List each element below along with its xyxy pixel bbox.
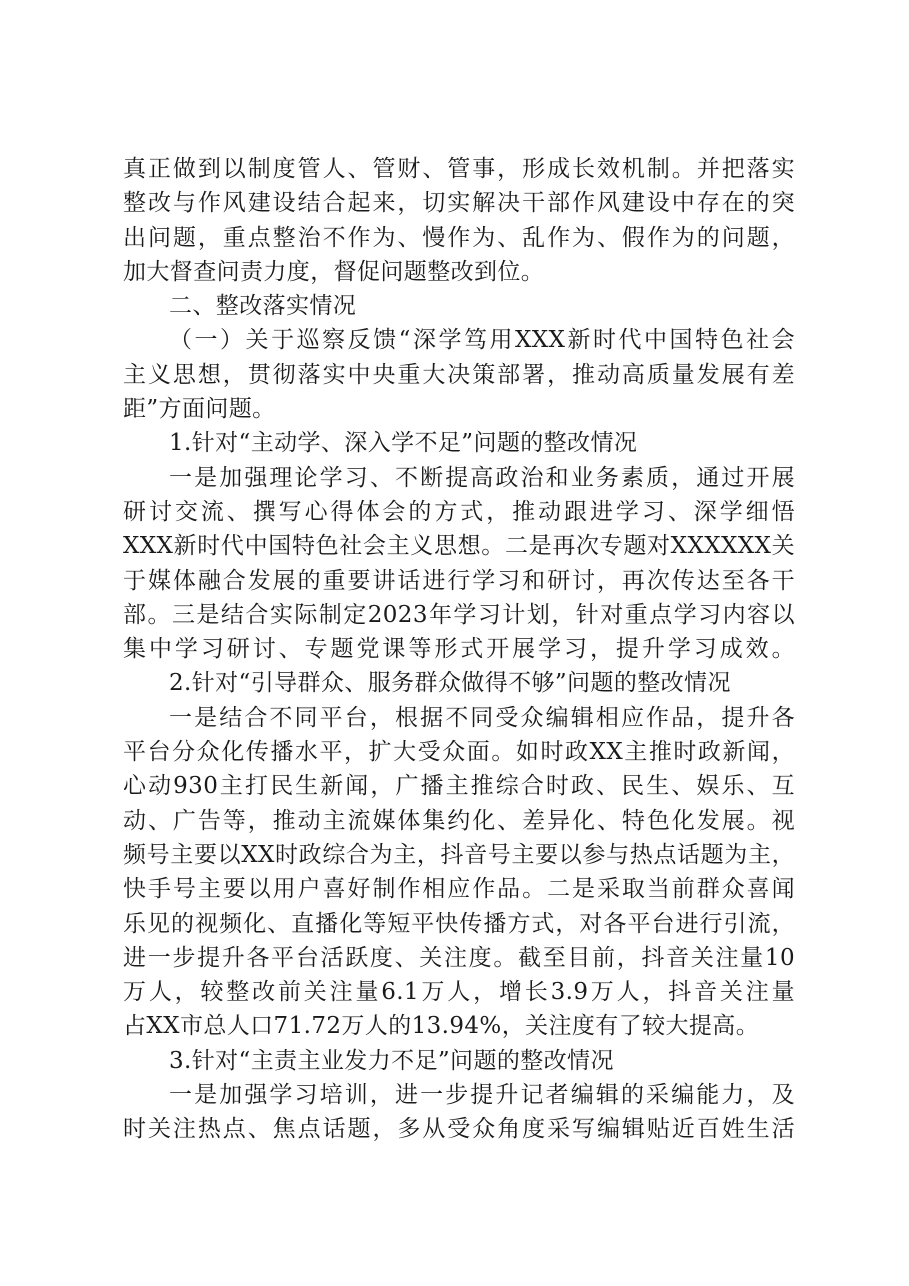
text-line: 整改与作风建设结合起来，切实解决干部作风建设中存在的突 (123, 190, 795, 217)
text-line: 距”方面问题。 (123, 396, 276, 423)
text-line: 部。三是结合实际制定2023年学习计划，针对重点学习内容以 (123, 601, 795, 628)
text-line: 平台分众化传播水平，扩大受众面。如时政XX主推时政新闻， (123, 739, 795, 766)
text-line: 万人，较整改前关注量6.1万人，增长3.9万人，抖音关注量 (123, 979, 795, 1006)
document-body (123, 152, 795, 1147)
text-line: 时关注热点、焦点话题，多从受众角度采写编辑贴近百姓生活 (123, 1116, 795, 1143)
text-line: 出问题，重点整治不作为、慢作为、乱作为、假作为的问题， (123, 224, 795, 251)
text-line: 加大督查问责力度，督促问题整改到位。 (123, 258, 545, 285)
text-line: 一是结合不同平台，根据不同受众编辑相应作品，提升各 (169, 704, 795, 731)
text-line: 于媒体融合发展的重要讲话进行学习和研讨，再次传达至各干 (123, 567, 795, 594)
text-line: 二、整改落实情况 (169, 293, 357, 320)
text-line: 占XX市总人口71.72万人的13.94%，关注度有了较大提高。 (123, 1013, 760, 1040)
text-line: 快手号主要以用户喜好制作相应作品。二是采取当前群众喜闻 (123, 876, 795, 903)
text-line: 真正做到以制度管人、管财、管事，形成长效机制。并把落实 (123, 156, 795, 182)
text-line: 1.针对“主动学、深入学不足”问题的整改情况 (169, 430, 638, 457)
text-line: 动、广告等，推动主流媒体集约化、差异化、特色化发展。视 (123, 807, 795, 834)
text-line: 主义思想，贯彻落实中央重大决策部署，推动高质量发展有差 (123, 361, 795, 388)
text-line: 2.针对“引导群众、服务群众做得不够”问题的整改情况 (169, 670, 731, 697)
text-line: 集中学习研讨、专题党课等形式开展学习，提升学习成效。 (123, 636, 795, 663)
text-line: 乐见的视频化、直播化等短平快传播方式，对各平台进行引流， (123, 910, 795, 937)
text-line: （一）关于巡察反馈“深学笃用XXX新时代中国特色社会 (169, 327, 795, 354)
text-line: 研讨交流、撰写心得体会的方式，推动跟进学习、深学细悟 (123, 498, 795, 525)
text-line: 频号主要以XX时政综合为主，抖音号主要以参与热点话题为主， (123, 841, 795, 868)
text-line: 一是加强学习培训，进一步提升记者编辑的采编能力，及 (169, 1082, 795, 1109)
text-line: 3.针对“主责主业发力不足”问题的整改情况 (169, 1047, 614, 1074)
text-line: 心动930主打民生新闻，广播主推综合时政、民生、娱乐、互 (123, 773, 795, 800)
text-line: 进一步提升各平台活跃度、关注度。截至目前，抖音关注量10 (123, 944, 795, 971)
text-line: XXX新时代中国特色社会主义思想。二是再次专题对XXXXXX关 (123, 533, 795, 560)
text-line: 一是加强理论学习、不断提高政治和业务素质，通过开展 (169, 464, 795, 491)
